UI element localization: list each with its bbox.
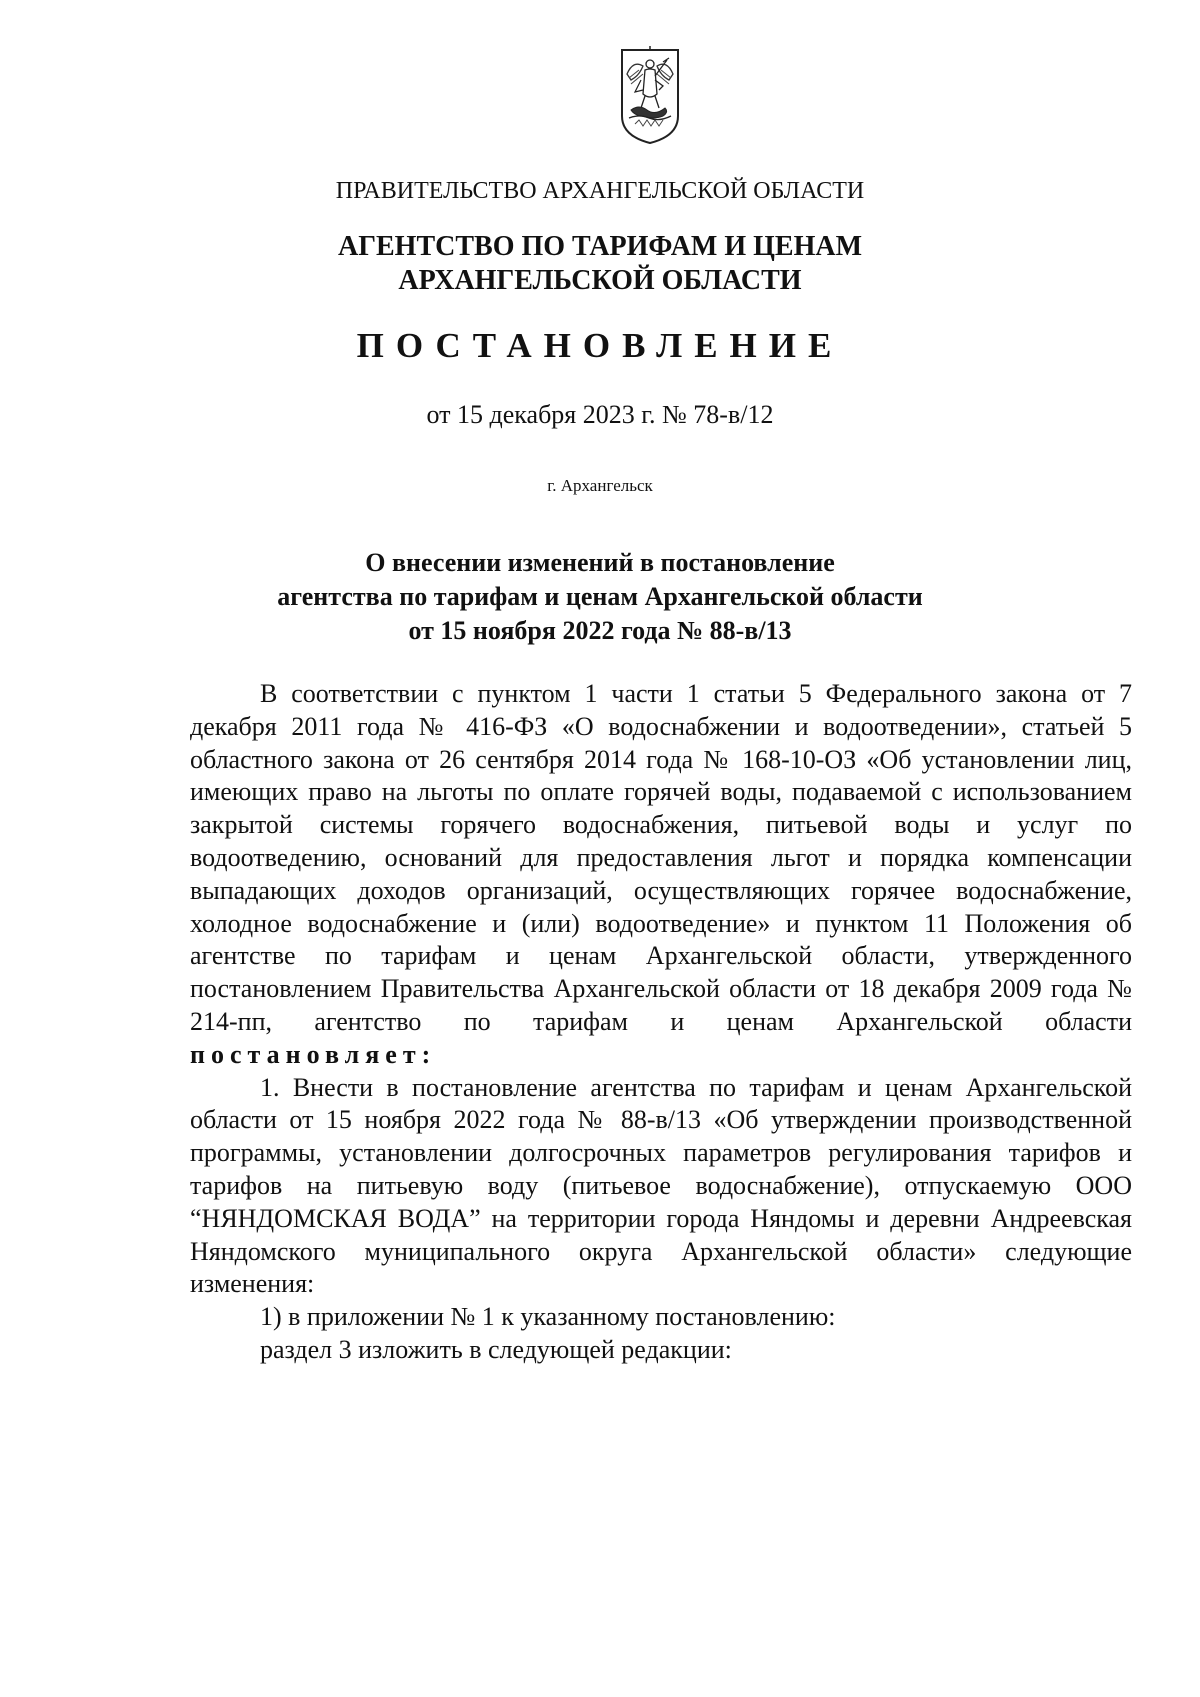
agency-name-line1: АГЕНТСТВО ПО ТАРИФАМ И ЦЕНАМ <box>337 231 863 262</box>
document-subject <box>0 546 1200 648</box>
agency-name <box>0 230 1200 298</box>
subitem-1-paragraph: 1) в приложении № 1 к указанному постановлению: <box>260 1302 836 1332</box>
subitem-1-text: раздел 3 изложить в следующей редакции: <box>260 1334 732 1364</box>
item-1-paragraph: 1. Внести в постановление агентства по тарифам и ценам Архангельской области от 15 ноября 2022 года № 88-в/13 «Об утверждении производственной программы, установлении долгосрочных параметров регулирования тарифов и тарифов на питьевую воду (питьевое водоснабжение), отпускаемую ООО “НЯНДОМСКАЯ ВОДА” на территории города Няндомы и деревни Андреевская Няндомского муниципального округа Архангельской области» следующие изменения: <box>190 1072 1132 1299</box>
subject-line3: от 15 ноября 2022 года № 88-в/13 <box>408 616 792 645</box>
agency-name-line2: АРХАНГЕЛЬСКОЙ ОБЛАСТИ <box>398 265 802 296</box>
document-city: г. Архангельск <box>547 476 653 495</box>
subject-line1: О внесении изменений в постановление <box>365 548 835 577</box>
preamble-paragraph <box>190 678 1132 1072</box>
document-date-number: от 15 декабря 2023 г. № 78-в/12 <box>426 400 774 429</box>
resolves-word: постановляет: <box>190 1039 437 1069</box>
document-type: ПОСТАНОВЛЕНИЕ <box>356 326 844 365</box>
government-name: ПРАВИТЕЛЬСТВО АРХАНГЕЛЬСКОЙ ОБЛАСТИ <box>335 178 865 204</box>
preamble-text: В соответствии с пунктом 1 части 1 статьи 5 Федерального закона от 7 декабря 2011 года № 416-ФЗ «О водоснабжении и водоотведении», статьей 5 областного закона от 26 сентября 2014 года № 168-10-ОЗ «Об установлении лиц, имеющих право на льготы по оплате горячей воды, подаваемой с использованием закрытой системы горячего водоснабжения, питьевой воды и услуг по водоотведению, оснований для предоставления льгот и порядка компенсации выпадающих доходов организаций, осуществляющих горячее водоснабжение, холодное водоснабжение и (или) водоотведение» и пунктом 11 Положения об агентстве по тарифам и ценам Архангельской области, утвержденного постановлением Правительства Архангельской области от 18 декабря 2009 года № 214-пп, агентство по тарифам и ценам Архангельской области <box>190 679 1132 1036</box>
subject-line2: агентства по тарифам и ценам Архангельской области <box>277 582 923 611</box>
document-body <box>190 678 1132 1367</box>
coat-of-arms-emblem-icon <box>619 46 681 146</box>
